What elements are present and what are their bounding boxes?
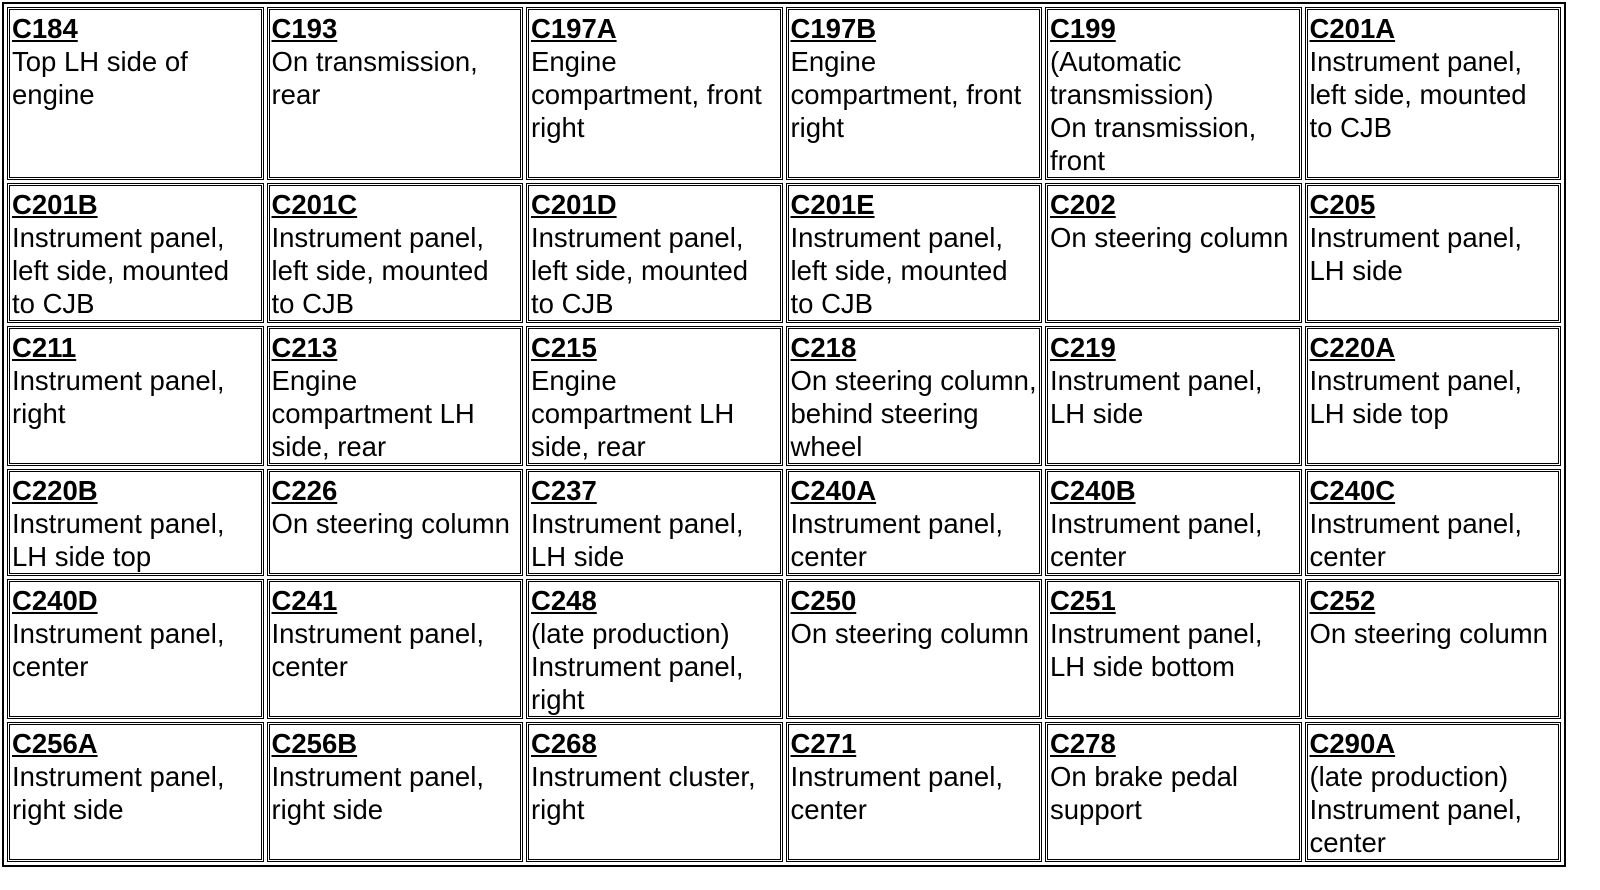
connector-location: Instrument panel, left side, mounted to CJB [531,222,749,319]
connector-location: Instrument panel, LH side [1309,222,1522,286]
table-cell [7,722,264,862]
connector-location: (late production) Instrument panel, right [531,618,744,715]
connector-location-table [2,2,1566,867]
connector-code: C215 [531,332,597,363]
connector-code: C184 [12,13,78,44]
connector-location: On transmission, rear [271,46,478,110]
connector-location: Instrument panel, left side, mounted to CJB [271,222,489,319]
table-cell [267,722,524,862]
table-cell [267,7,524,180]
connector-location: (late production) Instrument panel, center [1309,761,1522,858]
connector-location: On steering column [1309,618,1548,649]
connector-location: Instrument panel, right side [12,761,225,825]
table-row [7,722,1561,862]
connector-location: Instrument panel, LH side [1050,365,1263,429]
table-cell [267,579,524,719]
connector-location: Top LH side of engine [12,46,188,110]
table-cell [7,7,264,180]
table-cell [7,326,264,466]
connector-location: Instrument panel, right [12,365,225,429]
connector-location: On steering column [1050,222,1289,253]
connector-location: Instrument panel, center [1309,508,1522,572]
table-cell [526,469,783,576]
connector-code: C240A [790,475,877,506]
connector-code: C290A [1309,728,1396,759]
connector-location: Instrument panel, left side, mounted to CJB [1309,46,1527,143]
connector-code: C193 [271,13,338,44]
table-cell [1045,326,1302,466]
connector-code: C278 [1050,728,1116,759]
connector-code: C240C [1309,475,1396,506]
table-cell [786,183,1043,323]
connector-location: Instrument panel, LH side bottom [1050,618,1263,682]
table-cell [267,326,524,466]
table-cell [786,326,1043,466]
table-cell [267,183,524,323]
table-cell [526,183,783,323]
connector-location: Instrument panel, LH side [531,508,744,572]
table-cell [526,722,783,862]
connector-code: C256A [12,728,98,759]
connector-code: C201C [271,189,358,220]
connector-code: C201A [1309,13,1396,44]
connector-location: Instrument panel, center [790,508,1003,572]
connector-location: Instrument cluster, right [531,761,756,825]
table-cell [1305,183,1562,323]
table-row [7,579,1561,719]
connector-location: Instrument panel, LH side top [12,508,225,572]
table-cell [1305,7,1562,180]
connector-code: C268 [531,728,597,759]
connector-location: Instrument panel, LH side top [1309,365,1522,429]
connector-location: Engine compartment LH side, rear [271,365,475,462]
connector-code: C201E [790,189,875,220]
connector-code: C220A [1309,332,1396,363]
connector-code: C219 [1050,332,1116,363]
connector-code: C220B [12,475,98,506]
table-cell [1045,722,1302,862]
connector-code: C248 [531,585,597,616]
connector-location: Engine compartment, front right [531,46,762,143]
table-cell [526,579,783,719]
connector-code: C199 [1050,13,1116,44]
connector-code: C197B [790,13,877,44]
table-cell [1045,579,1302,719]
connector-code: C201D [531,189,617,220]
connector-code: C271 [790,728,857,759]
connector-location: On steering column [271,508,510,539]
table-row [7,183,1561,323]
connector-location: Instrument panel, center [790,761,1003,825]
connector-code: C218 [790,332,857,363]
table-row [7,326,1561,466]
connector-location: Instrument panel, right side [271,761,484,825]
connector-code: C256B [271,728,358,759]
connector-location: On steering column, behind steering wheel [790,365,1037,462]
connector-location: (Automatic transmission) On transmission, front [1050,46,1257,176]
connector-location: Instrument panel, center [271,618,484,682]
connector-code: C250 [790,585,857,616]
connector-code: C240B [1050,475,1136,506]
table-cell [1305,579,1562,719]
table-cell [7,469,264,576]
table-cell [786,7,1043,180]
connector-location: Instrument panel, left side, mounted to CJB [790,222,1008,319]
table-cell [786,579,1043,719]
table-cell [1045,7,1302,180]
connector-location: Instrument panel, center [12,618,225,682]
table-cell [7,579,264,719]
connector-code: C211 [12,332,77,363]
table-cell [1045,183,1302,323]
connector-location: Engine compartment LH side, rear [531,365,735,462]
table-row [7,7,1561,180]
table-cell [786,469,1043,576]
table-cell [7,183,264,323]
connector-code: C226 [271,475,338,506]
connector-code: C201B [12,189,98,220]
connector-location: Engine compartment, front right [790,46,1022,143]
table-cell [1045,469,1302,576]
table-cell [1305,722,1562,862]
connector-code: C202 [1050,189,1116,220]
connector-code: C237 [531,475,597,506]
connector-location: Instrument panel, left side, mounted to CJB [12,222,230,319]
connector-code: C197A [531,13,617,44]
table-cell [786,722,1043,862]
connector-code: C205 [1309,189,1376,220]
connector-code: C251 [1050,585,1116,616]
connector-location: On steering column [790,618,1029,649]
connector-code: C241 [271,585,338,616]
table-cell [267,469,524,576]
table-cell [526,326,783,466]
connector-location: On brake pedal support [1050,761,1239,825]
connector-code: C240D [12,585,98,616]
table-cell [1305,326,1562,466]
table-cell [526,7,783,180]
table-row [7,469,1561,576]
connector-location: Instrument panel, center [1050,508,1263,572]
connector-code: C252 [1309,585,1376,616]
connector-code: C213 [271,332,338,363]
table-cell [1305,469,1562,576]
